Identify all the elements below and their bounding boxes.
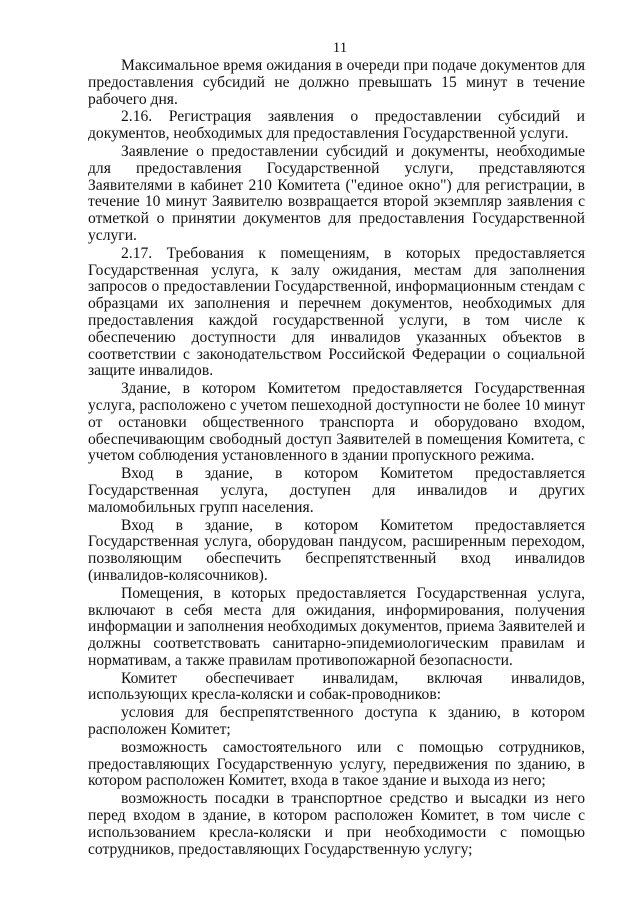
paragraph-premises-contents: Помещения, в которых предоставляется Государственная услуга, включают в себя места для ожидания, информирования, получения информации и заполнения необходимых документов, приема Заявителей и должны соответствовать санитарно-эпидемиологическим правилам и нормативам, а также правилам противопожарной безопасности.	[88, 584, 585, 669]
paragraph-2-16-registration: 2.16. Регистрация заявления о предоставлении субсидий и документов, необходимых для предоставления Государственной услуги.	[88, 108, 585, 143]
paragraph-application-submission: Заявление о предоставлении субсидий и документы, необходимые для предоставления Государственной услуги, представляются Заявителями в кабинет 210 Комитета ("единое окно") для регистрации, в течение 10 минут Заявителю возвращается второй экземпляр заявления с отметкой о принятии документов для предоставления Государственной услуги.	[88, 142, 585, 244]
paragraph-access-conditions: условия для беспрепятственного доступа к зданию, в котором расположен Комитет;	[88, 704, 585, 739]
paragraph-2-17-premises-requirements: 2.17. Требования к помещениям, в которых предоставляется Государственная услуга, к залу ожидания, местам для заполнения запросов о предоставлении Государственной, информационным стендам с образцами их заполнения и перечнем документов, необходимых для предоставления каждой государственной услуги, в том числе к обеспечению доступности для инвалидов указанных объектов в соответствии с законодательством Российской Федерации о социальной защите инвалидов.	[88, 244, 585, 380]
document-body	[88, 58, 585, 859]
paragraph-committee-provides: Комитет обеспечивает инвалидам, включая инвалидов, использующих кресла-коляски и собак-проводников:	[88, 669, 585, 704]
page-number: 11	[332, 40, 348, 56]
paragraph-movement-possibility: возможность самостоятельного или с помощью сотрудников, предоставляющих Государственную услугу, передвижения по зданию, в котором расположен Комитет, входа в такое здание и выхода из него;	[88, 738, 585, 790]
paragraph-building-location: Здание, в котором Комитетом предоставляется Государственная услуга, расположено с учетом пешеходной доступности не более 10 минут от остановки общественного транспорта и оборудовано входом, обеспечивающим свободный доступ Заявителей в помещения Комитета, с учетом соблюдения установленного в здании пропускного режима.	[88, 380, 585, 465]
paragraph-entrance-ramp: Вход в здание, в котором Комитетом предоставляется Государственная услуга, оборудован пандусом, расширенным переходом, позволяющим обеспечить беспрепятственный вход инвалидов (инвалидов-колясочников).	[88, 516, 585, 584]
paragraph-boarding-possibility: возможность посадки в транспортное средство и высадки из него перед входом в здание, в котором расположен Комитет, в том числе с использованием кресла-коляски и при необходимости с помощью сотрудников, предоставляющих Государственную услугу;	[88, 790, 585, 858]
paragraph-max-wait-time: Максимальное время ожидания в очереди при подаче документов для предоставления субсидий не должно превышать 15 минут в течение рабочего дня.	[88, 57, 585, 108]
paragraph-entrance-accessible: Вход в здание, в котором Комитетом предоставляется Государственная услуга, доступен для инвалидов и других маломобильных групп населения.	[88, 465, 585, 516]
